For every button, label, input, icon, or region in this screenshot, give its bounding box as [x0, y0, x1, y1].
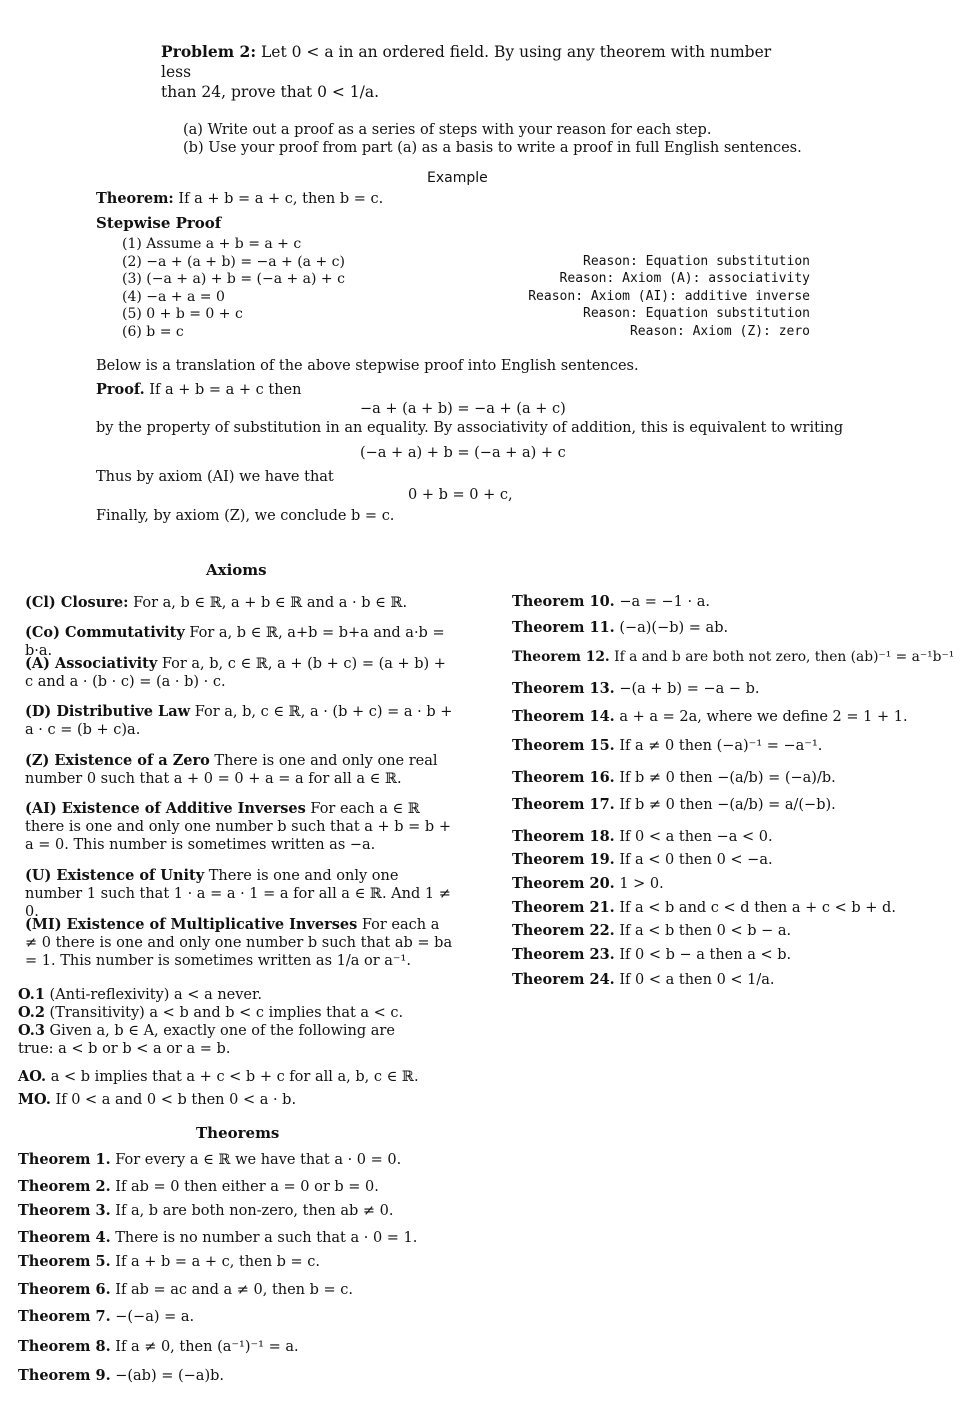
theorem-label: Theorem 18. [512, 828, 615, 845]
axiom-text: For a, b, c ∈ ℝ, a + (b + c) = (a + b) + c and a · (b · c) = (a · b) · c. [25, 656, 446, 690]
order-text: If 0 < a and 0 < b then 0 < a · b. [55, 1092, 297, 1108]
theorem-label: Theorem 6. [18, 1281, 111, 1298]
theorem-item [18, 1367, 488, 1385]
axiom-closure [25, 594, 453, 612]
axiom-multiplicative-inverses [25, 916, 453, 970]
axiom-text: For a, b ∈ ℝ, a+b = b+a and a·b = b·a. [25, 625, 445, 659]
theorem-item [512, 899, 957, 917]
step-expression: (−a + a) + b = (−a + a) + c [146, 271, 345, 288]
order-axiom-ao [18, 1068, 458, 1086]
axiom-associativity [25, 655, 453, 691]
theorem-text: If a < 0 then 0 < −a. [619, 852, 773, 868]
theorem-text: If b ≠ 0 then −(a/b) = a/(−b). [619, 797, 836, 813]
step-number: (4) [122, 288, 142, 305]
theorem-text: If ab = ac and a ≠ 0, then b = c. [115, 1282, 354, 1298]
order-text: (Transitivity) a < b and b < c implies that a < c. [49, 1005, 404, 1021]
order-label: MO. [18, 1091, 51, 1108]
axiom-label: (AI) Existence of Additive Inverses [25, 800, 306, 817]
axiom-text: For each a ≠ 0 there is one and only one number b such that ab = ba = 1. This number is sometimes written as 1/a or a⁻¹. [25, 917, 453, 969]
example-theorem [96, 190, 383, 208]
theorem-text: −(−a) = a. [115, 1309, 195, 1325]
axiom-additive-inverses [25, 800, 453, 854]
finally-text: Finally, by axiom (Z), we conclude b = c. [96, 508, 395, 524]
order-text: (Anti-reflexivity) a < a never. [49, 987, 262, 1003]
axiom-unity [25, 867, 453, 921]
example-theorem-text: If a + b = a + c, then b = c. [178, 191, 384, 207]
order-label: O.3 [18, 1022, 45, 1039]
theorem-label: Theorem 12. [512, 649, 610, 665]
theorem-text: −a = −1 · a. [619, 594, 710, 610]
theorem-label: Theorem 11. [512, 619, 615, 636]
axiom-label: (U) Existence of Unity [25, 867, 205, 884]
theorem-text: If a and b are both not zero, then (ab)⁻¹ = a⁻¹b⁻¹ [614, 649, 955, 665]
step-reason: Reason: Axiom (A): associativity [559, 271, 810, 287]
theorems-title: Theorems [196, 1124, 280, 1142]
theorem-item [512, 649, 957, 666]
example-theorem-label: Theorem: [96, 190, 174, 207]
step-reason: Reason: Equation substitution [583, 306, 810, 322]
problem-statement [161, 42, 801, 102]
axiom-text: For a, b ∈ ℝ, a + b ∈ ℝ and a · b ∈ ℝ. [133, 595, 408, 611]
theorem-text: −(ab) = (−a)b. [115, 1368, 224, 1384]
example-label: Example [427, 170, 488, 186]
theorem-item [512, 708, 957, 726]
order-axiom-2 [18, 1004, 458, 1022]
theorem-label: Theorem 15. [512, 737, 615, 754]
axiom-text: For each a ∈ ℝ there is one and only one number b such that a + b = b + a = 0. This number is sometimes written as −a. [25, 801, 451, 853]
axiom-text: There is one and only one number 1 such that 1 · a = a · 1 = a for all a ∈ ℝ. And 1 ≠ 0. [25, 868, 451, 920]
theorem-item [512, 875, 957, 893]
proof-intro [96, 381, 301, 399]
theorem-text: If 0 < b − a then a < b. [619, 947, 792, 963]
theorem-item [512, 680, 957, 698]
theorem-text: If a ≠ 0, then (a⁻¹)⁻¹ = a. [115, 1339, 299, 1355]
step-expression: −a + (a + b) = −a + (a + c) [146, 253, 345, 270]
proof-step [122, 324, 822, 342]
axiom-zero [25, 752, 453, 788]
theorem-item [512, 828, 957, 846]
axiom-distributive [25, 703, 453, 739]
order-label: O.1 [18, 986, 45, 1003]
theorem-item [18, 1178, 488, 1196]
theorem-label: Theorem 8. [18, 1338, 111, 1355]
axiom-label: (MI) Existence of Multiplicative Inverses [25, 916, 358, 933]
theorem-item [512, 593, 957, 611]
theorem-item [18, 1229, 488, 1247]
step-reason: Reason: Equation substitution [583, 253, 810, 269]
problem-parts [183, 121, 803, 157]
axiom-label: (Co) Commutativity [25, 624, 185, 641]
proof-step [122, 254, 822, 272]
axiom-label: (D) Distributive Law [25, 703, 191, 720]
theorem-label: Theorem 20. [512, 875, 615, 892]
theorem-label: Theorem 22. [512, 922, 615, 939]
theorem-label: Theorem 7. [18, 1308, 111, 1325]
step-expression: −a + a = 0 [146, 288, 225, 305]
problem-text-line1: Let 0 < a in an ordered field. By using any theorem with number less [161, 43, 772, 81]
proof-step [122, 306, 822, 324]
axiom-label: (A) Associativity [25, 655, 158, 672]
theorem-item [512, 971, 957, 989]
problem-text-line2: than 24, prove that 0 < 1/a. [161, 83, 380, 101]
theorem-text: −(a + b) = −a − b. [619, 681, 760, 697]
theorem-text: (−a)(−b) = ab. [619, 620, 729, 636]
axiom-text: There is one and only one real number 0 such that a + 0 = 0 + a = a for all a ∈ ℝ. [25, 753, 438, 787]
axiom-label: (Cl) Closure: [25, 594, 129, 611]
step-number: (3) [122, 271, 142, 288]
axioms-title: Axioms [206, 561, 267, 579]
step-number: (2) [122, 253, 142, 270]
theorem-label: Theorem 3. [18, 1202, 111, 1219]
theorem-label: Theorem 23. [512, 946, 615, 963]
substitution-text: by the property of substitution in an equality. By associativity of addition, this is equivalent to writing [96, 420, 844, 436]
theorem-item [18, 1308, 488, 1326]
order-text: a < b implies that a + c < b + c for all a, b, c ∈ ℝ. [50, 1069, 419, 1085]
order-label: O.2 [18, 1004, 45, 1021]
step-expression: 0 + b = 0 + c [146, 306, 243, 323]
proof-equation-1: −a + (a + b) = −a + (a + c) [360, 401, 566, 417]
theorem-text: If a + b = a + c, then b = c. [115, 1254, 321, 1270]
problem-label: Problem 2: [161, 42, 257, 61]
translation-text: Below is a translation of the above stepwise proof into English sentences. [96, 358, 639, 374]
order-axiom-3 [18, 1022, 418, 1058]
theorem-label: Theorem 5. [18, 1253, 111, 1270]
part-a: (a) Write out a proof as a series of steps with your reason for each step. [183, 122, 712, 138]
proof-step [122, 289, 822, 307]
theorem-label: Theorem 13. [512, 680, 615, 697]
theorem-label: Theorem 21. [512, 899, 615, 916]
step-expression: Assume a + b = a + c [146, 236, 302, 252]
theorem-item [512, 922, 957, 940]
theorem-text: If a < b then 0 < b − a. [619, 923, 792, 939]
theorem-text: If a < b and c < d then a + c < b + d. [619, 900, 896, 916]
step-reason: Reason: Axiom (Z): zero [629, 323, 810, 339]
proof-step [122, 236, 822, 254]
proof-step [122, 271, 822, 289]
step-reason: Reason: Axiom (AI): additive inverse [528, 288, 810, 304]
theorem-label: Theorem 17. [512, 796, 615, 813]
theorem-item [18, 1202, 488, 1220]
part-b: (b) Use your proof from part (a) as a basis to write a proof in full English sentences. [183, 140, 802, 156]
theorem-item [512, 619, 957, 637]
theorem-label: Theorem 16. [512, 769, 615, 786]
stepwise-proof-heading: Stepwise Proof [96, 214, 222, 232]
proof-equation-3: 0 + b = 0 + c, [408, 487, 513, 503]
theorem-text: If 0 < a then 0 < 1/a. [619, 972, 775, 988]
theorem-item [512, 769, 957, 787]
theorem-text: If ab = 0 then either a = 0 or b = 0. [115, 1179, 379, 1195]
step-expression: b = c [146, 323, 184, 340]
axiom-text: For a, b, c ∈ ℝ, a · (b + c) = a · b + a · c = (b + c)a. [25, 704, 453, 738]
theorem-text: There is no number a such that a · 0 = 1. [115, 1230, 418, 1246]
theorem-item [512, 796, 957, 814]
theorem-text: a + a = 2a, where we define 2 = 1 + 1. [619, 709, 908, 725]
theorem-item [18, 1253, 488, 1271]
step-number: (6) [122, 323, 142, 340]
theorem-label: Theorem 4. [18, 1229, 111, 1246]
order-axiom-1 [18, 986, 458, 1004]
proof-intro-text: If a + b = a + c then [149, 382, 302, 398]
theorem-item [18, 1281, 488, 1299]
theorem-label: Theorem 10. [512, 593, 615, 610]
proof-label: Proof. [96, 381, 145, 398]
order-text: Given a, b ∈ A, exactly one of the following are true: a < b or b < a or a = b. [18, 1023, 395, 1057]
theorem-label: Theorem 1. [18, 1151, 111, 1168]
theorem-label: Theorem 14. [512, 708, 615, 725]
theorem-text: If b ≠ 0 then −(a/b) = (−a)/b. [619, 770, 836, 786]
theorem-text: If a, b are both non-zero, then ab ≠ 0. [115, 1203, 394, 1219]
theorem-text: If 0 < a then −a < 0. [619, 829, 773, 845]
theorem-item [512, 737, 957, 755]
theorem-item [18, 1151, 488, 1169]
theorem-text: 1 > 0. [619, 876, 664, 892]
order-label: AO. [18, 1068, 47, 1085]
theorem-label: Theorem 24. [512, 971, 615, 988]
theorem-label: Theorem 19. [512, 851, 615, 868]
proof-equation-2: (−a + a) + b = (−a + a) + c [360, 445, 566, 461]
theorem-item [18, 1338, 488, 1356]
theorem-item [512, 946, 957, 964]
step-number: (5) [122, 306, 142, 323]
theorem-label: Theorem 2. [18, 1178, 111, 1195]
theorem-text: For every a ∈ ℝ we have that a · 0 = 0. [115, 1152, 402, 1168]
thus-text: Thus by axiom (AI) we have that [96, 469, 334, 485]
step-number: (1) [122, 236, 142, 252]
theorem-item [512, 851, 957, 869]
theorem-label: Theorem 9. [18, 1367, 111, 1384]
theorem-text: If a ≠ 0 then (−a)⁻¹ = −a⁻¹. [619, 738, 823, 754]
order-axiom-mo [18, 1091, 458, 1109]
stepwise-proof-steps [122, 236, 822, 342]
axiom-label: (Z) Existence of a Zero [25, 752, 210, 769]
